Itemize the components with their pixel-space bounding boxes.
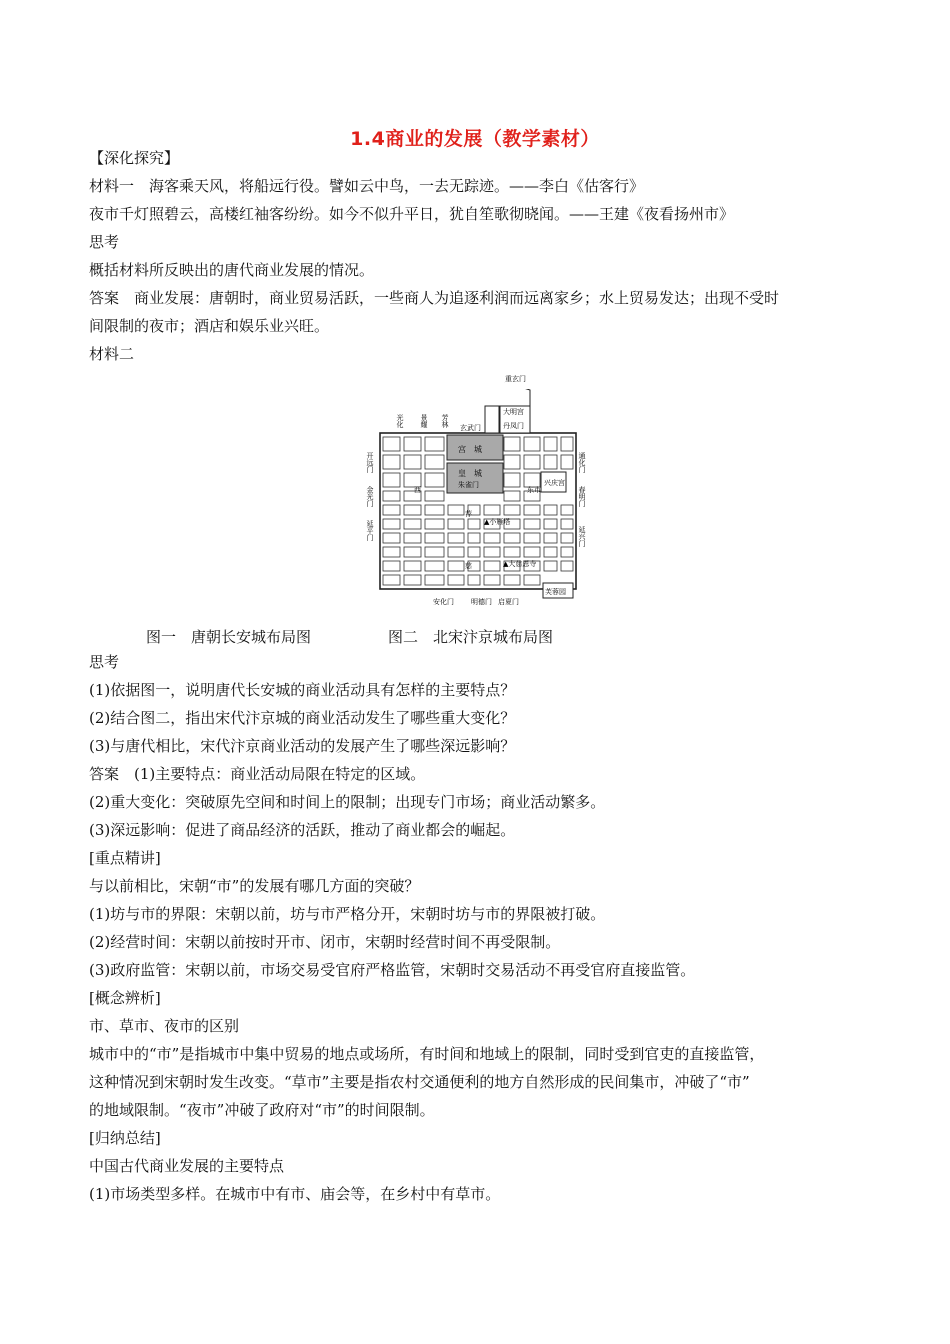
map-label-ci: 慈 xyxy=(465,562,472,570)
ward-block xyxy=(504,575,520,585)
ward-block xyxy=(383,473,400,487)
key-point-2: (2)经营时间：宋朝以前按时开市、闭市，宋朝时经营时间不再受限制。 xyxy=(89,933,561,951)
ward-block xyxy=(561,533,573,543)
ward-block xyxy=(404,575,421,585)
ward-block xyxy=(524,575,540,585)
ward-block xyxy=(504,491,520,501)
map-label-fanglin: 芳林 xyxy=(441,414,449,428)
ward-block xyxy=(544,455,557,469)
concept-para-line3: 的地域限制。“夜市”冲破了政府对“市”的时间限制。 xyxy=(89,1101,435,1119)
ward-block xyxy=(524,547,540,557)
palace-extension xyxy=(485,406,499,433)
ward-block xyxy=(504,533,520,543)
map-label-dongshi: 东市 xyxy=(527,486,541,494)
map-label-dayan: ▲大慈恩寺 xyxy=(503,560,537,568)
ward-block xyxy=(425,519,444,529)
ward-block xyxy=(425,575,444,585)
ward-block xyxy=(484,575,500,585)
ward-block xyxy=(448,547,464,557)
map-label-xishi: 西 xyxy=(414,486,421,494)
ward-block xyxy=(468,575,480,585)
ward-block xyxy=(383,505,400,515)
page-title: 1.4商业的发展（教学素材） xyxy=(350,128,600,150)
key-point-1: (1)坊与市的界限：宋朝以前，坊与市严格分开，宋朝时坊与市的界限被打破。 xyxy=(89,905,606,923)
ward-block xyxy=(504,437,520,451)
map-label-xuanwu: 玄武门 xyxy=(460,424,481,432)
map-label-yanxing: 延兴门 xyxy=(578,526,586,547)
material-two-heading: 材料二 xyxy=(89,345,135,363)
ward-block xyxy=(383,533,400,543)
ward-block xyxy=(561,455,573,469)
ward-block xyxy=(524,519,540,529)
map-label-mingde: 明德门 xyxy=(471,598,492,606)
north-gate-labels xyxy=(396,413,449,429)
think-heading: 思考 xyxy=(89,233,120,251)
ward-block xyxy=(561,437,573,451)
figure-caption-1: 图一 唐朝长安城布局图 xyxy=(146,628,312,646)
map-label-xingqing: 兴庆宫 xyxy=(544,479,565,487)
ward-block xyxy=(425,455,444,469)
ward-block xyxy=(504,505,520,515)
ward-block xyxy=(404,547,421,557)
map-label-gongcheng: 宫 城 xyxy=(458,445,482,454)
ward-block xyxy=(425,473,444,487)
ward-block xyxy=(561,547,573,557)
answer-line2: 间限制的夜市；酒店和娱乐业兴旺。 xyxy=(89,317,330,335)
map-label-jinguang: 金光门 xyxy=(366,486,374,507)
question-3: (3)与唐代相比，宋代汴京商业活动的发展产生了哪些深远影响？ xyxy=(89,737,516,755)
ward-block xyxy=(404,519,421,529)
ward-block xyxy=(561,519,573,529)
map-label-danfeng: 丹凤门 xyxy=(503,422,524,430)
ward-block xyxy=(524,505,540,515)
section-heading: 【深化探究】 xyxy=(89,149,180,167)
ward-block xyxy=(504,473,520,487)
answer-2-line2: (2)重大变化：突破原先空间和时间上的限制；出现专门市场；商业活动繁多。 xyxy=(89,793,606,811)
ward-block xyxy=(383,547,400,557)
map-label-chongxuan: 重玄门 xyxy=(505,375,526,383)
key-points-question: 与以前相比，宋朝“市”的发展有哪几方面的突破？ xyxy=(89,877,420,895)
ward-block xyxy=(404,561,421,571)
material-one-line1: 材料一 海客乘天风，将船远行役。譬如云中鸟，一去无踪迹。——李白《估客行》 xyxy=(89,177,645,195)
ward-block xyxy=(404,455,421,469)
ward-block xyxy=(561,561,573,571)
map-label-xiaoyan: ▲小雁塔 xyxy=(484,518,511,526)
concept-para-line2: 这种情况到宋朝时发生改变。“草市”主要是指农村交通便利的地方自然形成的民间集市，冲破了“市” xyxy=(89,1073,750,1091)
ward-block xyxy=(524,437,540,451)
ward-block xyxy=(544,561,557,571)
ward-block xyxy=(383,491,400,501)
ward-block xyxy=(524,455,540,469)
concept-subtitle: 市、草市、夜市的区别 xyxy=(89,1017,240,1035)
ward-block xyxy=(484,547,500,557)
map-label-furong: 芙蓉园 xyxy=(545,588,566,596)
map-label-jingyao: 景耀 xyxy=(420,414,428,428)
ward-block xyxy=(425,437,444,451)
ward-block xyxy=(524,533,540,543)
map-label-zhuque: 朱雀门 xyxy=(458,481,479,489)
question-1: (1)依据图一，说明唐代长安城的商业活动具有怎样的主要特点？ xyxy=(89,681,516,699)
ward-block xyxy=(404,533,421,543)
key-points-heading: [重点精讲] xyxy=(89,849,161,867)
map-label-jian: 荐 xyxy=(465,510,472,518)
map-label-tonghua: 通化门 xyxy=(578,452,586,473)
ward-block xyxy=(504,547,520,557)
changan-map xyxy=(366,370,588,610)
map-label-qixia: 启夏门 xyxy=(498,598,519,606)
ward-block xyxy=(561,505,573,515)
summary-subtitle: 中国古代商业发展的主要特点 xyxy=(89,1157,285,1175)
ward-block xyxy=(468,519,480,529)
key-point-3: (3)政府监管：宋朝以前，市场交易受官府严格监管，宋朝时交易活动不再受官府直接监管。 xyxy=(89,961,696,979)
ward-block xyxy=(448,575,464,585)
ward-block xyxy=(484,505,500,515)
ward-block xyxy=(425,547,444,557)
map-label-yanping: 延平门 xyxy=(366,520,374,541)
question-2: (2)结合图二，指出宋代汴京城的商业活动发生了哪些重大变化？ xyxy=(89,709,516,727)
ward-block xyxy=(425,491,444,501)
ward-block xyxy=(544,505,557,515)
ward-block xyxy=(504,455,520,469)
ward-block xyxy=(425,533,444,543)
ward-block xyxy=(448,505,464,515)
think-heading-2: 思考 xyxy=(89,653,120,671)
ward-block xyxy=(383,519,400,529)
ward-block xyxy=(425,561,444,571)
ward-block xyxy=(544,519,557,529)
ward-block xyxy=(484,533,500,543)
answer-2-line1: 答案 (1)主要特点：商业活动局限在特定的区域。 xyxy=(89,765,426,783)
ward-block xyxy=(404,437,421,451)
ward-block xyxy=(448,533,464,543)
map-label-daming: 大明宫 xyxy=(503,408,524,416)
ward-block xyxy=(468,547,480,557)
east-gate-labels xyxy=(578,451,587,548)
map-label-kaiyuan: 开远门 xyxy=(366,452,374,473)
ward-block xyxy=(544,533,557,543)
map-label-anhua: 安化门 xyxy=(433,598,454,606)
ward-block xyxy=(468,533,480,543)
question-text: 概括材料所反映出的唐代商业发展的情况。 xyxy=(89,261,375,279)
figure-caption-2: 图二 北宋汴京城布局图 xyxy=(388,628,554,646)
ward-block xyxy=(484,561,500,571)
ward-block xyxy=(383,455,400,469)
ward-block xyxy=(383,561,400,571)
material-one-line2: 夜市千灯照碧云，高楼红袖客纷纷。如今不似升平日，犹自笙歌彻晓闻。——王建《夜看扬州市》 xyxy=(89,205,735,223)
map-label-huangcheng: 皇 城 xyxy=(458,469,482,478)
answer-line1: 答案 商业发展：唐朝时，商业贸易活跃，一些商人为追逐利润而远离家乡；水上贸易发达；出现不受时 xyxy=(89,289,780,307)
ward-block xyxy=(383,575,400,585)
concept-para-line1: 城市中的“市”是指城市中集中贸易的地点或场所，有时间和地域上的限制，同时受到官吏的直接监管， xyxy=(89,1045,765,1063)
summary-point-1: (1)市场类型多样。在城市中有市、庙会等，在乡村中有草市。 xyxy=(89,1185,501,1203)
ward-block xyxy=(544,437,557,451)
answer-2-line3: (3)深远影响：促进了商品经济的活跃，推动了商业都会的崛起。 xyxy=(89,821,516,839)
ward-block xyxy=(448,561,464,571)
map-label-chunming: 春明门 xyxy=(578,486,586,507)
ward-block xyxy=(425,505,444,515)
west-gate-labels xyxy=(366,452,374,542)
ward-block xyxy=(524,473,540,487)
ward-block xyxy=(404,505,421,515)
concept-heading: [概念辨析] xyxy=(89,989,161,1007)
ward-block xyxy=(383,437,400,451)
summary-heading: [归纳总结] xyxy=(89,1129,161,1147)
ward-block xyxy=(448,519,464,529)
map-label-guanghua: 光化 xyxy=(396,414,404,428)
changan-map-figure xyxy=(366,370,588,610)
ward-block xyxy=(544,547,557,557)
ward-block xyxy=(404,473,421,487)
